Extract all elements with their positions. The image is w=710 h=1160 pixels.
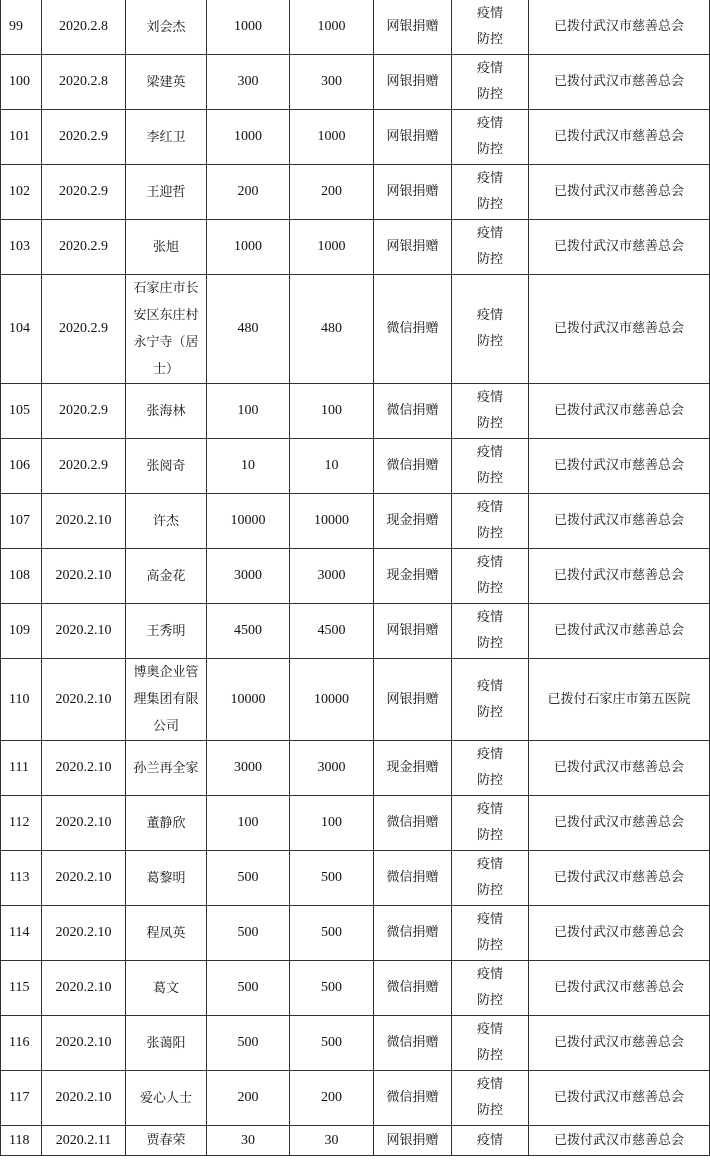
table-row [1,851,710,906]
cell-donor: 葛文 [126,961,207,1016]
cell-index: 102 [1,165,42,220]
cell-received: 3000 [290,549,374,604]
purpose-line: 疫情 [476,226,503,241]
cell-purpose [452,55,529,110]
cell-index: 112 [1,796,42,851]
cell-amount: 1000 [207,220,290,275]
cell-date: 2020.2.8 [42,55,126,110]
cell-method: 现金捐赠 [374,549,452,604]
purpose-line: 防控 [476,471,503,486]
cell-donor: 董静欣 [126,796,207,851]
cell-status: 已拨付武汉市慈善总会 [529,851,710,906]
cell-method: 微信捐赠 [374,1016,452,1071]
purpose-line: 防控 [476,704,503,720]
cell-received: 30 [290,1126,374,1156]
cell-date: 2020.2.9 [42,275,126,384]
cell-index: 113 [1,851,42,906]
cell-amount: 500 [207,906,290,961]
cell-status: 已拨付武汉市慈善总会 [529,1016,710,1071]
cell-method: 微信捐赠 [374,439,452,494]
cell-date: 2020.2.9 [42,384,126,439]
cell-status: 已拨付武汉市慈善总会 [529,1126,710,1156]
purpose-line: 疫情 [476,500,503,515]
purpose-line: 疫情 [476,171,503,186]
purpose-line: 防控 [476,636,503,651]
cell-received: 480 [290,275,374,384]
cell-amount: 10 [207,439,290,494]
cell-status: 已拨付武汉市慈善总会 [529,220,710,275]
cell-amount: 10000 [207,659,290,741]
cell-status: 已拨付武汉市慈善总会 [529,439,710,494]
cell-index: 101 [1,110,42,165]
cell-method: 网银捐赠 [374,659,452,741]
cell-received: 200 [290,1071,374,1126]
cell-received: 10 [290,439,374,494]
purpose-line: 疫情 [476,857,503,872]
cell-index: 108 [1,549,42,604]
cell-donor: 张阅奇 [126,439,207,494]
cell-method: 网银捐赠 [374,165,452,220]
cell-purpose [452,604,529,659]
purpose-line: 疫情 [476,1022,503,1037]
cell-purpose [452,741,529,796]
cell-date: 2020.2.9 [42,110,126,165]
cell-purpose [452,549,529,604]
cell-received: 10000 [290,659,374,741]
cell-donor: 葛黎明 [126,851,207,906]
cell-method: 微信捐赠 [374,906,452,961]
purpose-line: 防控 [476,197,503,212]
cell-index: 117 [1,1071,42,1126]
cell-purpose [452,220,529,275]
cell-purpose [452,110,529,165]
cell-index: 114 [1,906,42,961]
table-row [1,165,710,220]
purpose-line: 疫情 [476,61,503,76]
purpose-line: 疫情 [476,912,503,927]
cell-index: 111 [1,741,42,796]
purpose-line: 疫情 [476,6,503,21]
cell-amount: 500 [207,1016,290,1071]
cell-amount: 200 [207,1071,290,1126]
cell-method: 网银捐赠 [374,110,452,165]
cell-status: 已拨付武汉市慈善总会 [529,384,710,439]
table-row [1,961,710,1016]
cell-donor: 张旭 [126,220,207,275]
cell-received: 100 [290,796,374,851]
purpose-line: 防控 [476,252,503,267]
cell-date: 2020.2.10 [42,961,126,1016]
cell-date: 2020.2.10 [42,1071,126,1126]
purpose-line: 疫情 [476,308,503,323]
purpose-line: 防控 [476,87,503,102]
cell-amount: 500 [207,961,290,1016]
cell-method: 微信捐赠 [374,796,452,851]
cell-method: 网银捐赠 [374,1126,452,1156]
cell-status: 已拨付武汉市慈善总会 [529,604,710,659]
cell-method: 现金捐赠 [374,494,452,549]
cell-received: 1000 [290,110,374,165]
purpose-line: 疫情 [476,445,503,460]
cell-amount: 30 [207,1126,290,1156]
purpose-line: 防控 [476,1048,503,1063]
cell-method: 网银捐赠 [374,55,452,110]
purpose-line: 疫情 [476,1077,503,1092]
cell-donor: 张海林 [126,384,207,439]
cell-amount: 100 [207,796,290,851]
table-row [1,494,710,549]
table-body [1,0,710,1156]
cell-method: 网银捐赠 [374,604,452,659]
cell-received: 500 [290,906,374,961]
cell-status: 已拨付武汉市慈善总会 [529,741,710,796]
cell-date: 2020.2.10 [42,659,126,741]
purpose-line: 疫情 [476,116,503,131]
cell-status: 已拨付武汉市慈善总会 [529,110,710,165]
cell-amount: 500 [207,851,290,906]
cell-received: 1000 [290,0,374,55]
cell-donor: 许杰 [126,494,207,549]
purpose-line: 防控 [476,993,503,1008]
cell-purpose [452,275,529,384]
cell-date: 2020.2.10 [42,906,126,961]
cell-donor: 王迎哲 [126,165,207,220]
purpose-line: 疫情 [476,1132,503,1148]
purpose-line: 防控 [476,938,503,953]
cell-donor: 王秀明 [126,604,207,659]
cell-received: 10000 [290,494,374,549]
purpose-line: 疫情 [476,678,503,694]
cell-donor: 石家庄市长安区东庄村永宁寺（居士） [126,275,207,384]
cell-donor: 高金花 [126,549,207,604]
cell-index: 115 [1,961,42,1016]
cell-status: 已拨付武汉市慈善总会 [529,549,710,604]
purpose-line: 疫情 [476,390,503,405]
table-row [1,796,710,851]
table-row [1,275,710,384]
table-row [1,741,710,796]
cell-date: 2020.2.10 [42,494,126,549]
cell-index: 118 [1,1126,42,1156]
purpose-line: 防控 [476,773,503,788]
table-row [1,906,710,961]
cell-date: 2020.2.8 [42,0,126,55]
cell-date: 2020.2.10 [42,1016,126,1071]
cell-method: 微信捐赠 [374,384,452,439]
cell-purpose [452,851,529,906]
cell-purpose [452,1126,529,1156]
cell-date: 2020.2.11 [42,1126,126,1156]
table-row [1,220,710,275]
cell-received: 3000 [290,741,374,796]
cell-date: 2020.2.10 [42,796,126,851]
table-row [1,110,710,165]
purpose-line: 疫情 [476,967,503,982]
cell-amount: 10000 [207,494,290,549]
cell-received: 200 [290,165,374,220]
cell-amount: 1000 [207,110,290,165]
table-row [1,439,710,494]
cell-received: 500 [290,1016,374,1071]
cell-amount: 1000 [207,0,290,55]
cell-donor: 程凤英 [126,906,207,961]
cell-index: 109 [1,604,42,659]
cell-amount: 3000 [207,549,290,604]
cell-amount: 100 [207,384,290,439]
cell-purpose [452,439,529,494]
cell-status: 已拨付武汉市慈善总会 [529,165,710,220]
cell-purpose [452,165,529,220]
cell-donor: 孙兰再全家 [126,741,207,796]
cell-method: 微信捐赠 [374,275,452,384]
cell-method: 网银捐赠 [374,220,452,275]
cell-status: 已拨付石家庄市第五医院 [529,659,710,741]
cell-purpose [452,494,529,549]
purpose-line: 防控 [476,883,503,898]
cell-method: 网银捐赠 [374,0,452,55]
table-row [1,659,710,741]
purpose-line: 防控 [476,581,503,596]
cell-date: 2020.2.9 [42,220,126,275]
purpose-line: 防控 [476,828,503,843]
purpose-line: 防控 [476,32,503,47]
cell-method: 微信捐赠 [374,1071,452,1126]
purpose-line: 疫情 [476,555,503,570]
cell-purpose [452,906,529,961]
cell-status: 已拨付武汉市慈善总会 [529,961,710,1016]
cell-index: 106 [1,439,42,494]
cell-method: 微信捐赠 [374,851,452,906]
cell-purpose [452,384,529,439]
cell-index: 99 [1,0,42,55]
purpose-line: 防控 [476,416,503,431]
cell-purpose [452,0,529,55]
cell-status: 已拨付武汉市慈善总会 [529,55,710,110]
cell-amount: 3000 [207,741,290,796]
cell-date: 2020.2.10 [42,549,126,604]
cell-date: 2020.2.10 [42,741,126,796]
cell-status: 已拨付武汉市慈善总会 [529,1071,710,1126]
cell-donor: 李红卫 [126,110,207,165]
table-row [1,384,710,439]
cell-received: 300 [290,55,374,110]
cell-donor: 张蔼阳 [126,1016,207,1071]
cell-received: 500 [290,851,374,906]
cell-purpose [452,961,529,1016]
cell-received: 500 [290,961,374,1016]
cell-index: 105 [1,384,42,439]
cell-received: 4500 [290,604,374,659]
purpose-line: 防控 [476,142,503,157]
cell-index: 107 [1,494,42,549]
purpose-line: 防控 [476,1103,503,1118]
table-row [1,55,710,110]
purpose-line: 疫情 [476,747,503,762]
cell-received: 100 [290,384,374,439]
cell-amount: 480 [207,275,290,384]
cell-purpose [452,796,529,851]
purpose-line: 疫情 [476,610,503,625]
cell-purpose [452,1071,529,1126]
cell-amount: 4500 [207,604,290,659]
cell-purpose [452,659,529,741]
cell-status: 已拨付武汉市慈善总会 [529,494,710,549]
cell-status: 已拨付武汉市慈善总会 [529,275,710,384]
cell-index: 103 [1,220,42,275]
cell-date: 2020.2.9 [42,165,126,220]
cell-date: 2020.2.9 [42,439,126,494]
cell-purpose [452,1016,529,1071]
cell-index: 116 [1,1016,42,1071]
table-row [1,1071,710,1126]
cell-donor: 爱心人士 [126,1071,207,1126]
table-row [1,549,710,604]
table-row [1,0,710,55]
purpose-line: 疫情 [476,802,503,817]
cell-received: 1000 [290,220,374,275]
cell-donor: 博奥企业管理集团有限公司 [126,659,207,741]
cell-donor: 刘会杰 [126,0,207,55]
table-row [1,604,710,659]
cell-amount: 300 [207,55,290,110]
cell-donor: 梁建英 [126,55,207,110]
cell-status: 已拨付武汉市慈善总会 [529,796,710,851]
table-row [1,1016,710,1071]
cell-donor: 贾春荣 [126,1126,207,1156]
cell-date: 2020.2.10 [42,604,126,659]
cell-amount: 200 [207,165,290,220]
cell-index: 104 [1,275,42,384]
cell-method: 微信捐赠 [374,961,452,1016]
cell-index: 110 [1,659,42,741]
cell-status: 已拨付武汉市慈善总会 [529,0,710,55]
cell-method: 现金捐赠 [374,741,452,796]
purpose-line: 防控 [476,334,503,349]
cell-index: 100 [1,55,42,110]
cell-date: 2020.2.10 [42,851,126,906]
table-row [1,1126,710,1156]
cell-status: 已拨付武汉市慈善总会 [529,906,710,961]
purpose-line: 防控 [476,526,503,541]
